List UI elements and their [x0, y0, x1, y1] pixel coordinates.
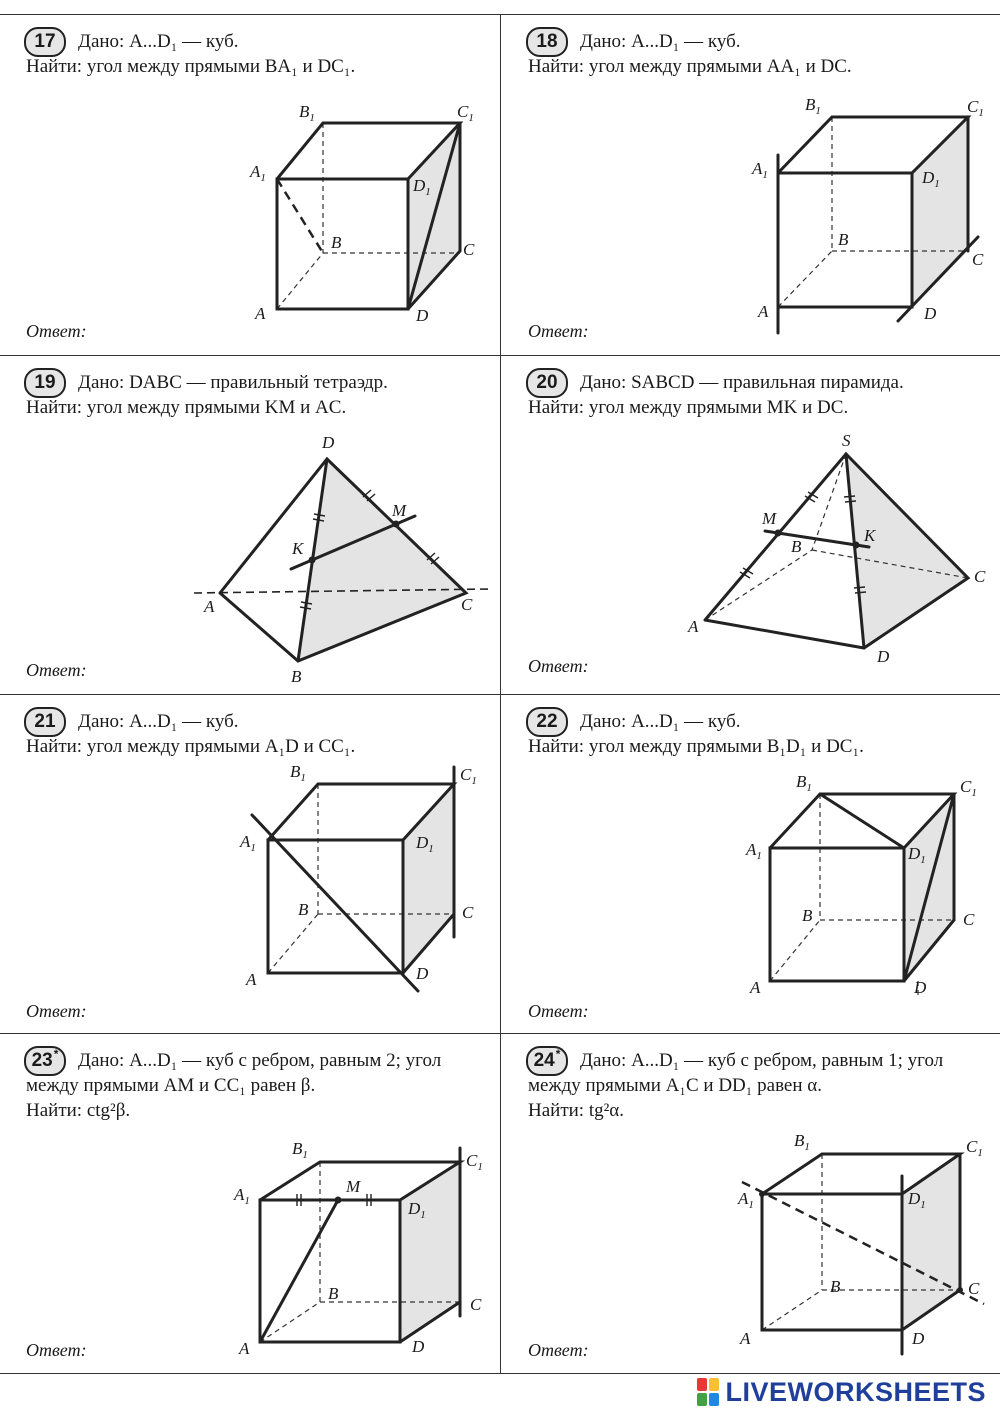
- vertex-label: $A_1$: [240, 832, 256, 854]
- vertex-label: C: [470, 1295, 482, 1314]
- task-23: [0, 1034, 500, 1373]
- logo-square: [709, 1378, 719, 1391]
- vertex-label: B: [298, 900, 309, 919]
- find-line: Найти: угол между прямыми AA₁ и DC.: [528, 56, 852, 77]
- vertex-label: $A_1$: [746, 840, 762, 862]
- vertex-label: M: [762, 509, 777, 528]
- vertex-label: $C_1$: [960, 777, 977, 799]
- vertex-label: $D_1$: [416, 833, 434, 855]
- answer-label: Ответ:: [528, 1340, 589, 1360]
- line-ba1: [277, 179, 323, 253]
- task-number: 24*: [526, 1046, 568, 1076]
- vertex-label: A: [688, 617, 699, 636]
- vertex-label: D: [412, 1337, 425, 1356]
- vertex-label: C: [461, 595, 473, 614]
- cube-figure: [0, 695, 500, 1033]
- equal-tick: [854, 587, 865, 588]
- vertex-label: A: [246, 970, 257, 989]
- vertex-label: $D_1$: [908, 844, 926, 866]
- vertex-label: M: [392, 501, 407, 520]
- find-line: Найти: угол между прямыми A₁D и CC₁.: [26, 736, 356, 757]
- vertex-label: B: [802, 906, 813, 925]
- cube-figure: [502, 1034, 1000, 1373]
- vertex-label: $C_1$: [466, 1151, 483, 1173]
- vertex-label: $C_1$: [967, 97, 984, 119]
- task-24: [502, 1034, 1000, 1373]
- vertex-label: D: [912, 1329, 925, 1348]
- vertex-label: D: [924, 304, 937, 323]
- equal-tick: [855, 592, 866, 593]
- vertex-label: A: [239, 1339, 250, 1358]
- shaded-face: [902, 1154, 960, 1330]
- vertex-label: A: [750, 978, 761, 997]
- vertex-label: C: [968, 1279, 980, 1298]
- grid-divider: [500, 14, 501, 1374]
- vertex-label: M: [346, 1177, 361, 1196]
- vertex-label: C: [462, 903, 474, 922]
- task-number: 20: [526, 368, 568, 398]
- point-a1: [759, 1191, 765, 1197]
- hidden-edge: [778, 251, 832, 307]
- line-am: [260, 1200, 338, 1342]
- task-number: 22: [526, 707, 568, 737]
- find-line: Найти: угол между прямыми KM и AC.: [26, 397, 347, 418]
- vertex-label: $C_1$: [457, 102, 474, 124]
- vertex-label: $A_1$: [738, 1189, 754, 1211]
- cube-figure: [0, 1034, 500, 1373]
- vertex-label: B: [791, 537, 802, 556]
- given-line: Дано: SABCD — правильная пирамида.: [580, 372, 904, 393]
- hidden-edge: [268, 914, 318, 973]
- task-19: [0, 356, 500, 694]
- given-line: Дано: A...D₁ — куб.: [580, 31, 741, 52]
- find-line: Найти: ctg²β.: [26, 1100, 131, 1121]
- answer-label: Ответ:: [26, 321, 87, 341]
- logo-square: [697, 1378, 707, 1391]
- point-m: [393, 521, 400, 528]
- vertex-label: B: [328, 1284, 339, 1303]
- vertex-label: K: [292, 539, 304, 558]
- vertex-label: C: [963, 910, 975, 929]
- vertex-label: $B_1$: [292, 1139, 308, 1161]
- task-number: 23*: [24, 1046, 66, 1076]
- point-m: [775, 530, 782, 537]
- task-number: 19: [24, 368, 66, 398]
- vertex-label: $D_1$: [413, 176, 431, 198]
- point-m: [335, 1197, 342, 1204]
- equal-tick: [845, 501, 856, 502]
- vertex-label: D: [877, 647, 890, 666]
- answer-label: Ответ:: [528, 656, 589, 676]
- vertex-label: $C_1$: [460, 765, 477, 787]
- task-number: 21: [24, 707, 66, 737]
- hidden-edge: [705, 550, 812, 620]
- task-17: [0, 15, 500, 355]
- vertex-label: S: [842, 431, 851, 450]
- vertex-label: B: [838, 230, 849, 249]
- hidden-edge: [762, 1290, 822, 1330]
- vertex-label: $D_1$: [922, 168, 940, 190]
- vertex-label: A: [255, 304, 266, 323]
- cube-figure: [0, 15, 500, 355]
- vertex-label: $A_1$: [752, 159, 768, 181]
- vertex-label: $A_1$: [250, 162, 266, 184]
- task-number: 17: [24, 27, 66, 57]
- logo-square: [709, 1393, 719, 1406]
- vertex-label: D: [416, 306, 429, 325]
- answer-label: Ответ:: [26, 1340, 87, 1360]
- vertex-label: $D_1$: [408, 1199, 426, 1221]
- answer-label: Ответ:: [26, 1001, 87, 1021]
- vertex-label: C: [463, 240, 475, 259]
- vertex-label: B: [291, 667, 302, 686]
- vertex-label: $B_1$: [794, 1131, 810, 1153]
- cube-figure: [502, 15, 1000, 355]
- task-18: [502, 15, 1000, 355]
- tetrahedron-figure: [0, 356, 500, 694]
- logo-square: [697, 1393, 707, 1406]
- vertex-label: B: [331, 233, 342, 252]
- task-number: 18: [526, 27, 568, 57]
- given-line: Дано: A...D₁ — куб.: [580, 711, 741, 732]
- vertex-label: K: [864, 526, 876, 545]
- answer-label: Ответ:: [528, 321, 589, 341]
- vertex-label: $D_1$: [908, 1189, 926, 1211]
- find-line: Найти: угол между прямыми MK и DC.: [528, 397, 849, 418]
- hidden-edge: [260, 1302, 320, 1342]
- vertex-label: C: [974, 567, 986, 586]
- answer-label: Ответ:: [26, 660, 87, 680]
- vertex-label: A: [758, 302, 769, 321]
- task-20: [502, 356, 1000, 694]
- vertex-label: C: [972, 250, 984, 269]
- find-line: Найти: угол между прямыми B₁D₁ и DC₁.: [528, 736, 864, 757]
- point-c: [957, 1287, 963, 1293]
- vertex-label: $B_1$: [796, 772, 812, 794]
- cube-figure: [502, 695, 1000, 1033]
- liveworksheets-logo: [697, 1375, 986, 1409]
- find-line: Найти: угол между прямыми BA₁ и DC₁.: [26, 56, 356, 77]
- logo-mark-icon: [697, 1378, 719, 1406]
- line-b1d1: [820, 794, 904, 848]
- vertex-label: D: [914, 978, 927, 997]
- vertex-label: $B_1$: [805, 95, 821, 117]
- given-line: Дано: A...D₁ — куб с ребром, равным 1; угол между прямыми A₁C и DD₁ равен α.: [528, 1050, 944, 1096]
- hidden-edge: [277, 253, 323, 309]
- vertex-label: D: [416, 964, 429, 983]
- given-line: Дано: A...D₁ — куб.: [78, 31, 239, 52]
- pyramid-figure: [502, 356, 1000, 694]
- hidden-edge: [812, 454, 846, 550]
- given-line: Дано: A...D₁ — куб.: [78, 711, 239, 732]
- task-21: [0, 695, 500, 1033]
- logo-text: LIVEWORKSHEETS: [725, 1376, 986, 1407]
- vertex-label: $A_1$: [234, 1185, 250, 1207]
- vertex-label: A: [204, 597, 215, 616]
- shaded-face: [400, 1162, 460, 1342]
- vertex-label: $B_1$: [299, 102, 315, 124]
- point-k: [309, 557, 316, 564]
- hidden-edge: [770, 920, 820, 981]
- given-line: Дано: A...D₁ — куб с ребром, равным 2; угол между прямыми AM и CC₁ равен β.: [26, 1050, 442, 1096]
- vertex-label: $B_1$: [290, 762, 306, 784]
- find-line: Найти: tg²α.: [528, 1100, 625, 1121]
- given-line: Дано: DABC — правильный тетраэдр.: [78, 372, 388, 393]
- point-k: [853, 542, 860, 549]
- equal-tick: [844, 496, 855, 497]
- task-22: [502, 695, 1000, 1033]
- vertex-label: B: [830, 1277, 841, 1296]
- answer-label: Ответ:: [528, 1001, 589, 1021]
- vertex-label: $C_1$: [966, 1137, 983, 1159]
- vertex-label: A: [740, 1329, 751, 1348]
- vertex-label: D: [322, 433, 335, 452]
